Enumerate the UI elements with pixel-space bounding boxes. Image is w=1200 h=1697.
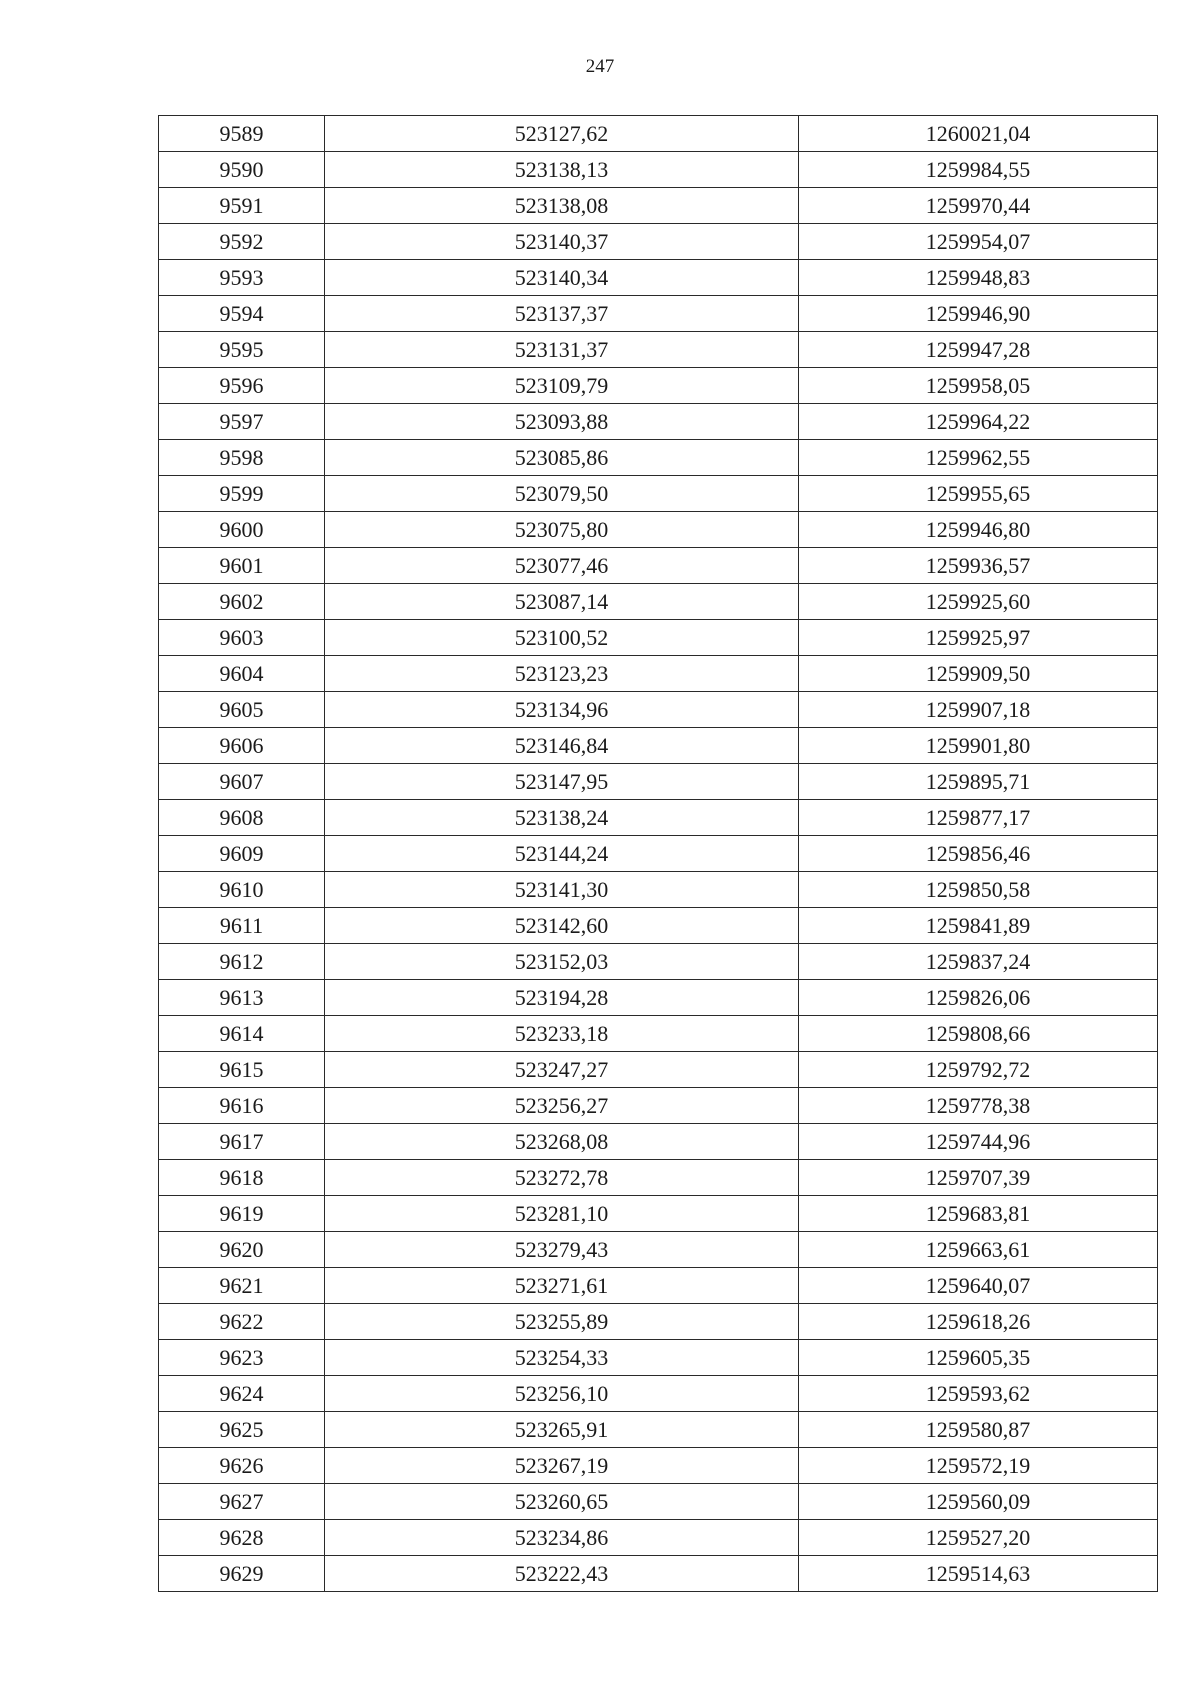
point-number-cell: 9603 [159, 620, 325, 656]
y-coordinate-cell: 1259683,81 [799, 1196, 1158, 1232]
x-coordinate-cell: 523141,30 [325, 872, 799, 908]
table-row [159, 944, 1158, 980]
y-coordinate-cell: 1259605,35 [799, 1340, 1158, 1376]
point-number-cell: 9599 [159, 476, 325, 512]
table-row [159, 1124, 1158, 1160]
y-coordinate-cell: 1259962,55 [799, 440, 1158, 476]
x-coordinate-cell: 523134,96 [325, 692, 799, 728]
table-row [159, 224, 1158, 260]
x-coordinate-cell: 523256,10 [325, 1376, 799, 1412]
table-row [159, 116, 1158, 152]
y-coordinate-cell: 1259572,19 [799, 1448, 1158, 1484]
point-number-cell: 9590 [159, 152, 325, 188]
table-row [159, 1268, 1158, 1304]
y-coordinate-cell: 1259560,09 [799, 1484, 1158, 1520]
y-coordinate-cell: 1259958,05 [799, 368, 1158, 404]
point-number-cell: 9598 [159, 440, 325, 476]
point-number-cell: 9591 [159, 188, 325, 224]
table-row [159, 152, 1158, 188]
table-row [159, 1484, 1158, 1520]
y-coordinate-cell: 1259808,66 [799, 1016, 1158, 1052]
y-coordinate-cell: 1259663,61 [799, 1232, 1158, 1268]
table-row [159, 404, 1158, 440]
point-number-cell: 9627 [159, 1484, 325, 1520]
point-number-cell: 9617 [159, 1124, 325, 1160]
x-coordinate-cell: 523127,62 [325, 116, 799, 152]
x-coordinate-cell: 523267,19 [325, 1448, 799, 1484]
point-number-cell: 9623 [159, 1340, 325, 1376]
y-coordinate-cell: 1259948,83 [799, 260, 1158, 296]
x-coordinate-cell: 523138,24 [325, 800, 799, 836]
x-coordinate-cell: 523255,89 [325, 1304, 799, 1340]
y-coordinate-cell: 1259954,07 [799, 224, 1158, 260]
point-number-cell: 9597 [159, 404, 325, 440]
table-row [159, 1304, 1158, 1340]
y-coordinate-cell: 1259527,20 [799, 1520, 1158, 1556]
y-coordinate-cell: 1259640,07 [799, 1268, 1158, 1304]
table-row [159, 1232, 1158, 1268]
table-row [159, 980, 1158, 1016]
point-number-cell: 9619 [159, 1196, 325, 1232]
page-number: 247 [585, 56, 615, 77]
x-coordinate-cell: 523146,84 [325, 728, 799, 764]
x-coordinate-cell: 523140,34 [325, 260, 799, 296]
y-coordinate-cell: 1260021,04 [799, 116, 1158, 152]
x-coordinate-cell: 523144,24 [325, 836, 799, 872]
x-coordinate-cell: 523247,27 [325, 1052, 799, 1088]
y-coordinate-cell: 1259955,65 [799, 476, 1158, 512]
point-number-cell: 9600 [159, 512, 325, 548]
table-row [159, 1340, 1158, 1376]
x-coordinate-cell: 523109,79 [325, 368, 799, 404]
x-coordinate-cell: 523268,08 [325, 1124, 799, 1160]
x-coordinate-cell: 523281,10 [325, 1196, 799, 1232]
point-number-cell: 9596 [159, 368, 325, 404]
y-coordinate-cell: 1259946,80 [799, 512, 1158, 548]
y-coordinate-cell: 1259837,24 [799, 944, 1158, 980]
x-coordinate-cell: 523138,13 [325, 152, 799, 188]
table-row [159, 548, 1158, 584]
x-coordinate-cell: 523142,60 [325, 908, 799, 944]
table-row [159, 656, 1158, 692]
y-coordinate-cell: 1259514,63 [799, 1556, 1158, 1592]
x-coordinate-cell: 523265,91 [325, 1412, 799, 1448]
y-coordinate-cell: 1259901,80 [799, 728, 1158, 764]
x-coordinate-cell: 523256,27 [325, 1088, 799, 1124]
x-coordinate-cell: 523279,43 [325, 1232, 799, 1268]
y-coordinate-cell: 1259618,26 [799, 1304, 1158, 1340]
x-coordinate-cell: 523222,43 [325, 1556, 799, 1592]
table-row [159, 1160, 1158, 1196]
point-number-cell: 9628 [159, 1520, 325, 1556]
y-coordinate-cell: 1259909,50 [799, 656, 1158, 692]
table-row [159, 440, 1158, 476]
y-coordinate-cell: 1259964,22 [799, 404, 1158, 440]
x-coordinate-cell: 523254,33 [325, 1340, 799, 1376]
table-row [159, 1016, 1158, 1052]
point-number-cell: 9594 [159, 296, 325, 332]
y-coordinate-cell: 1259895,71 [799, 764, 1158, 800]
table-row [159, 1448, 1158, 1484]
x-coordinate-cell: 523077,46 [325, 548, 799, 584]
table-row [159, 260, 1158, 296]
y-coordinate-cell: 1259970,44 [799, 188, 1158, 224]
table-row [159, 872, 1158, 908]
y-coordinate-cell: 1259744,96 [799, 1124, 1158, 1160]
x-coordinate-cell: 523147,95 [325, 764, 799, 800]
point-number-cell: 9622 [159, 1304, 325, 1340]
table-row [159, 728, 1158, 764]
point-number-cell: 9610 [159, 872, 325, 908]
point-number-cell: 9604 [159, 656, 325, 692]
y-coordinate-cell: 1259984,55 [799, 152, 1158, 188]
coordinates-table [158, 115, 1158, 1592]
point-number-cell: 9624 [159, 1376, 325, 1412]
x-coordinate-cell: 523194,28 [325, 980, 799, 1016]
point-number-cell: 9612 [159, 944, 325, 980]
y-coordinate-cell: 1259925,60 [799, 584, 1158, 620]
table-row [159, 584, 1158, 620]
y-coordinate-cell: 1259936,57 [799, 548, 1158, 584]
point-number-cell: 9609 [159, 836, 325, 872]
x-coordinate-cell: 523100,52 [325, 620, 799, 656]
table-row [159, 1412, 1158, 1448]
x-coordinate-cell: 523075,80 [325, 512, 799, 548]
table-row [159, 368, 1158, 404]
y-coordinate-cell: 1259778,38 [799, 1088, 1158, 1124]
point-number-cell: 9616 [159, 1088, 325, 1124]
y-coordinate-cell: 1259826,06 [799, 980, 1158, 1016]
point-number-cell: 9629 [159, 1556, 325, 1592]
point-number-cell: 9602 [159, 584, 325, 620]
y-coordinate-cell: 1259850,58 [799, 872, 1158, 908]
point-number-cell: 9613 [159, 980, 325, 1016]
table-row [159, 512, 1158, 548]
point-number-cell: 9615 [159, 1052, 325, 1088]
point-number-cell: 9605 [159, 692, 325, 728]
x-coordinate-cell: 523123,23 [325, 656, 799, 692]
table-row [159, 1052, 1158, 1088]
point-number-cell: 9601 [159, 548, 325, 584]
x-coordinate-cell: 523085,86 [325, 440, 799, 476]
x-coordinate-cell: 523233,18 [325, 1016, 799, 1052]
x-coordinate-cell: 523140,37 [325, 224, 799, 260]
table-row [159, 692, 1158, 728]
point-number-cell: 9620 [159, 1232, 325, 1268]
point-number-cell: 9592 [159, 224, 325, 260]
table-row [159, 1520, 1158, 1556]
y-coordinate-cell: 1259707,39 [799, 1160, 1158, 1196]
y-coordinate-cell: 1259841,89 [799, 908, 1158, 944]
x-coordinate-cell: 523152,03 [325, 944, 799, 980]
x-coordinate-cell: 523079,50 [325, 476, 799, 512]
y-coordinate-cell: 1259856,46 [799, 836, 1158, 872]
y-coordinate-cell: 1259946,90 [799, 296, 1158, 332]
y-coordinate-cell: 1259877,17 [799, 800, 1158, 836]
point-number-cell: 9611 [159, 908, 325, 944]
x-coordinate-cell: 523131,37 [325, 332, 799, 368]
x-coordinate-cell: 523234,86 [325, 1520, 799, 1556]
table-row [159, 764, 1158, 800]
x-coordinate-cell: 523087,14 [325, 584, 799, 620]
table-row [159, 1556, 1158, 1592]
table-row [159, 1376, 1158, 1412]
point-number-cell: 9614 [159, 1016, 325, 1052]
y-coordinate-cell: 1259907,18 [799, 692, 1158, 728]
y-coordinate-cell: 1259792,72 [799, 1052, 1158, 1088]
table-row [159, 476, 1158, 512]
coordinates-table-body [159, 116, 1158, 1592]
table-row [159, 1196, 1158, 1232]
y-coordinate-cell: 1259947,28 [799, 332, 1158, 368]
x-coordinate-cell: 523093,88 [325, 404, 799, 440]
point-number-cell: 9618 [159, 1160, 325, 1196]
table-row [159, 800, 1158, 836]
x-coordinate-cell: 523260,65 [325, 1484, 799, 1520]
y-coordinate-cell: 1259593,62 [799, 1376, 1158, 1412]
point-number-cell: 9589 [159, 116, 325, 152]
y-coordinate-cell: 1259925,97 [799, 620, 1158, 656]
x-coordinate-cell: 523271,61 [325, 1268, 799, 1304]
table-row [159, 836, 1158, 872]
point-number-cell: 9595 [159, 332, 325, 368]
x-coordinate-cell: 523138,08 [325, 188, 799, 224]
point-number-cell: 9626 [159, 1448, 325, 1484]
point-number-cell: 9607 [159, 764, 325, 800]
table-row [159, 188, 1158, 224]
point-number-cell: 9625 [159, 1412, 325, 1448]
point-number-cell: 9608 [159, 800, 325, 836]
y-coordinate-cell: 1259580,87 [799, 1412, 1158, 1448]
point-number-cell: 9621 [159, 1268, 325, 1304]
table-row [159, 296, 1158, 332]
x-coordinate-cell: 523272,78 [325, 1160, 799, 1196]
table-row [159, 620, 1158, 656]
table-row [159, 332, 1158, 368]
table-row [159, 1088, 1158, 1124]
point-number-cell: 9593 [159, 260, 325, 296]
table-row [159, 908, 1158, 944]
point-number-cell: 9606 [159, 728, 325, 764]
x-coordinate-cell: 523137,37 [325, 296, 799, 332]
